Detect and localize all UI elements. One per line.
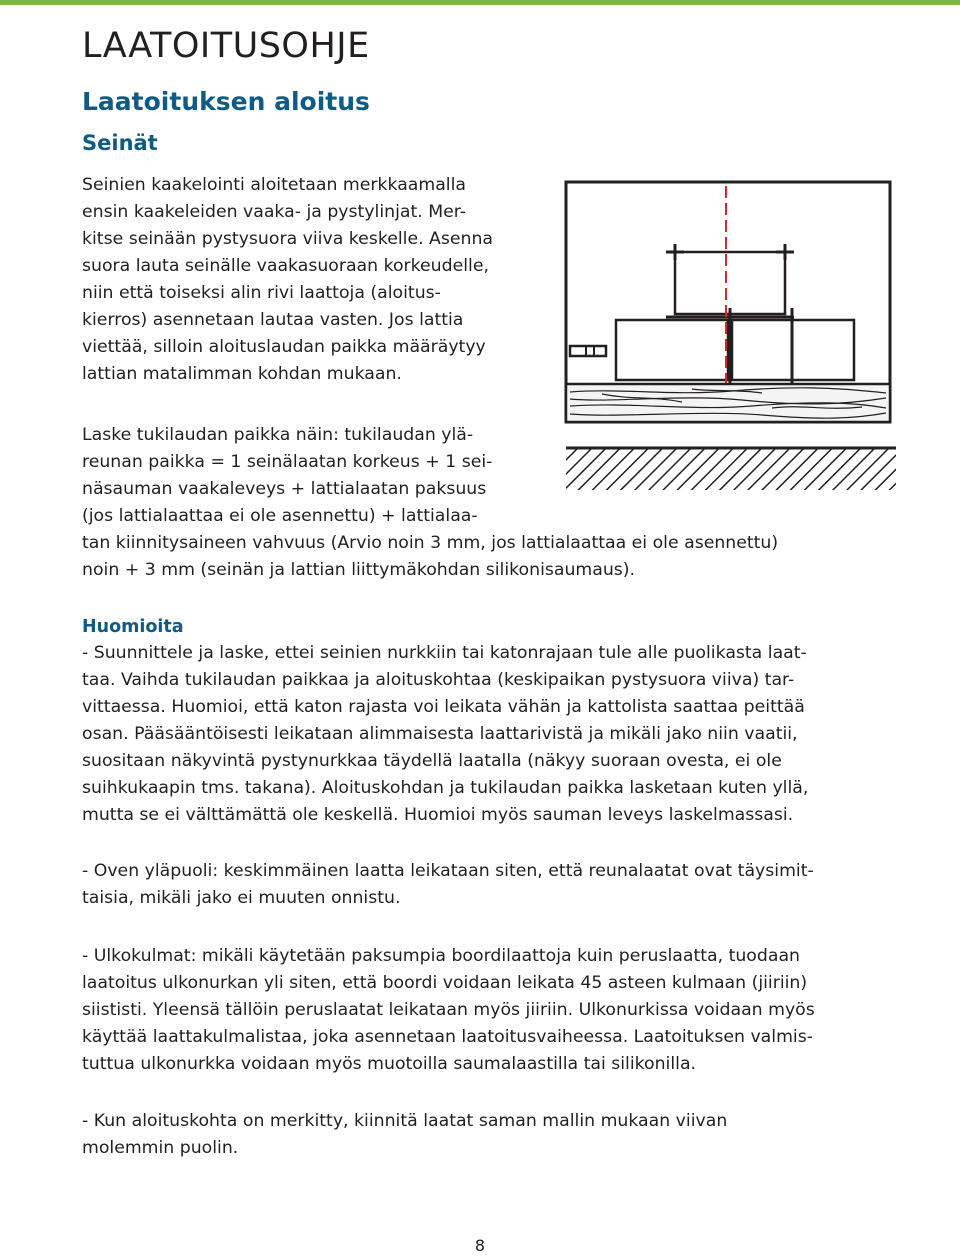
upper-tile	[675, 252, 785, 314]
note-paragraph-door	[82, 858, 814, 912]
text-line: tuttua ulkonurkka voidaan myös muotoilla saumalaastilla tai silikonilla.	[82, 1054, 697, 1074]
text-line: lattian matalimman kohdan mukaan.	[82, 364, 402, 384]
note-paragraph-planning	[82, 640, 808, 829]
text-line: Seinien kaakelointi aloitetaan merkkaamalla	[82, 175, 466, 195]
subsection-heading: Seinät	[82, 131, 158, 155]
text-line: osan. Pääsääntöisesti leikataan alimmaisesta laattarivistä ja mikäli jako niin vaatii,	[82, 724, 798, 744]
text-line: reunan paikka = 1 seinälaatan korkeus + 1 sei-	[82, 452, 493, 472]
lower-tile-left	[616, 320, 728, 380]
text-line: kierros) asennetaan lautaa vasten. Jos lattia	[82, 310, 464, 330]
text-line: - Kun aloituskohta on merkitty, kiinnitä laatat saman mallin mukaan viivan	[82, 1111, 728, 1131]
text-line: viettää, silloin aloituslaudan paikka määräytyy	[82, 337, 486, 357]
text-line: - Suunnittele ja laske, ettei seinien nurkkiin tai katonrajaan tule alle puolikasta laat-	[82, 643, 807, 663]
text-line: siististi. Yleensä tällöin peruslaatat leikataan myös jiiriin. Ulkonurkissa voidaan myös	[82, 1000, 815, 1020]
text-line: tan kiinnitysaineen vahvuus (Arvio noin 3 mm, jos lattialaattaa ei ole asennettu)	[82, 533, 779, 553]
text-line: ensin kaakeleiden vaaka- ja pystylinjat. Mer-	[82, 202, 467, 222]
section-heading: Laatoituksen aloitus	[82, 87, 370, 116]
top-accent-bar	[0, 0, 960, 5]
text-line: mutta se ei välttämättä ole keskellä. Huomioi myös sauman leveys laskelmassasi.	[82, 805, 794, 825]
text-line: kitse seinään pystysuora viiva keskelle. Asenna	[82, 229, 494, 249]
intro-paragraph	[82, 172, 493, 388]
text-line: suositaan näkyvintä pystynurkkaa täydellä laatalla (näkyy suoraan ovesta, ei ole	[82, 751, 782, 771]
text-line: noin + 3 mm (seinän ja lattian liittymäkohdan silikonisaumaus).	[82, 560, 636, 580]
text-line: molemmin puolin.	[82, 1138, 239, 1158]
note-paragraph-outer-corners	[82, 943, 815, 1078]
text-line: laatoitus ulkonurkan yli siten, että boordi voidaan leikata 45 asteen kulmaan (jiiriin)	[82, 973, 808, 993]
text-line: suihkukaapin tms. takana). Aloituskohdan ja tukilaudan paikka lasketaan kuten yllä,	[82, 778, 809, 798]
spirit-level	[570, 346, 606, 356]
text-line: (jos lattialaattaa ei ole asennettu) + lattialaa-	[82, 506, 478, 526]
note-paragraph-attach	[82, 1108, 727, 1162]
text-line: käyttää laattakulmalistaa, joka asennetaan laatoitusvaiheessa. Laatoituksen valmis-	[82, 1027, 813, 1047]
text-line: Laske tukilaudan paikka näin: tukilaudan ylä-	[82, 425, 474, 445]
text-line: taa. Vaihda tukilaudan paikkaa ja aloituskohtaa (keskipaikan pystysuora viiva) tar-	[82, 670, 795, 690]
page-number: 8	[474, 1236, 486, 1255]
document-title: LAATOITUSOHJE	[82, 26, 370, 66]
notes-heading: Huomioita	[82, 617, 184, 637]
text-line: suora lauta seinälle vaakasuoraan korkeudelle,	[82, 256, 489, 276]
text-line: vittaessa. Huomioi, että katon rajasta voi leikata vähän ja kattolista saattaa peittää	[82, 697, 805, 717]
text-line: niin että toiseksi alin rivi laattoja (aloitus-	[82, 283, 441, 303]
text-line: - Ulkokulmat: mikäli käytetään paksumpia boordilaattoja kuin peruslaatta, tuodaan	[82, 946, 800, 966]
text-line: - Oven yläpuoli: keskimmäinen laatta leikataan siten, että reunalaatat ovat täysimit-	[82, 861, 814, 881]
floor-hatch	[566, 448, 896, 490]
tiling-start-diagram	[562, 180, 902, 494]
text-line: taisia, mikäli jako ei muuten onnistu.	[82, 888, 401, 908]
text-line: näsauman vaakaleveys + lattialaatan paksuus	[82, 479, 487, 499]
